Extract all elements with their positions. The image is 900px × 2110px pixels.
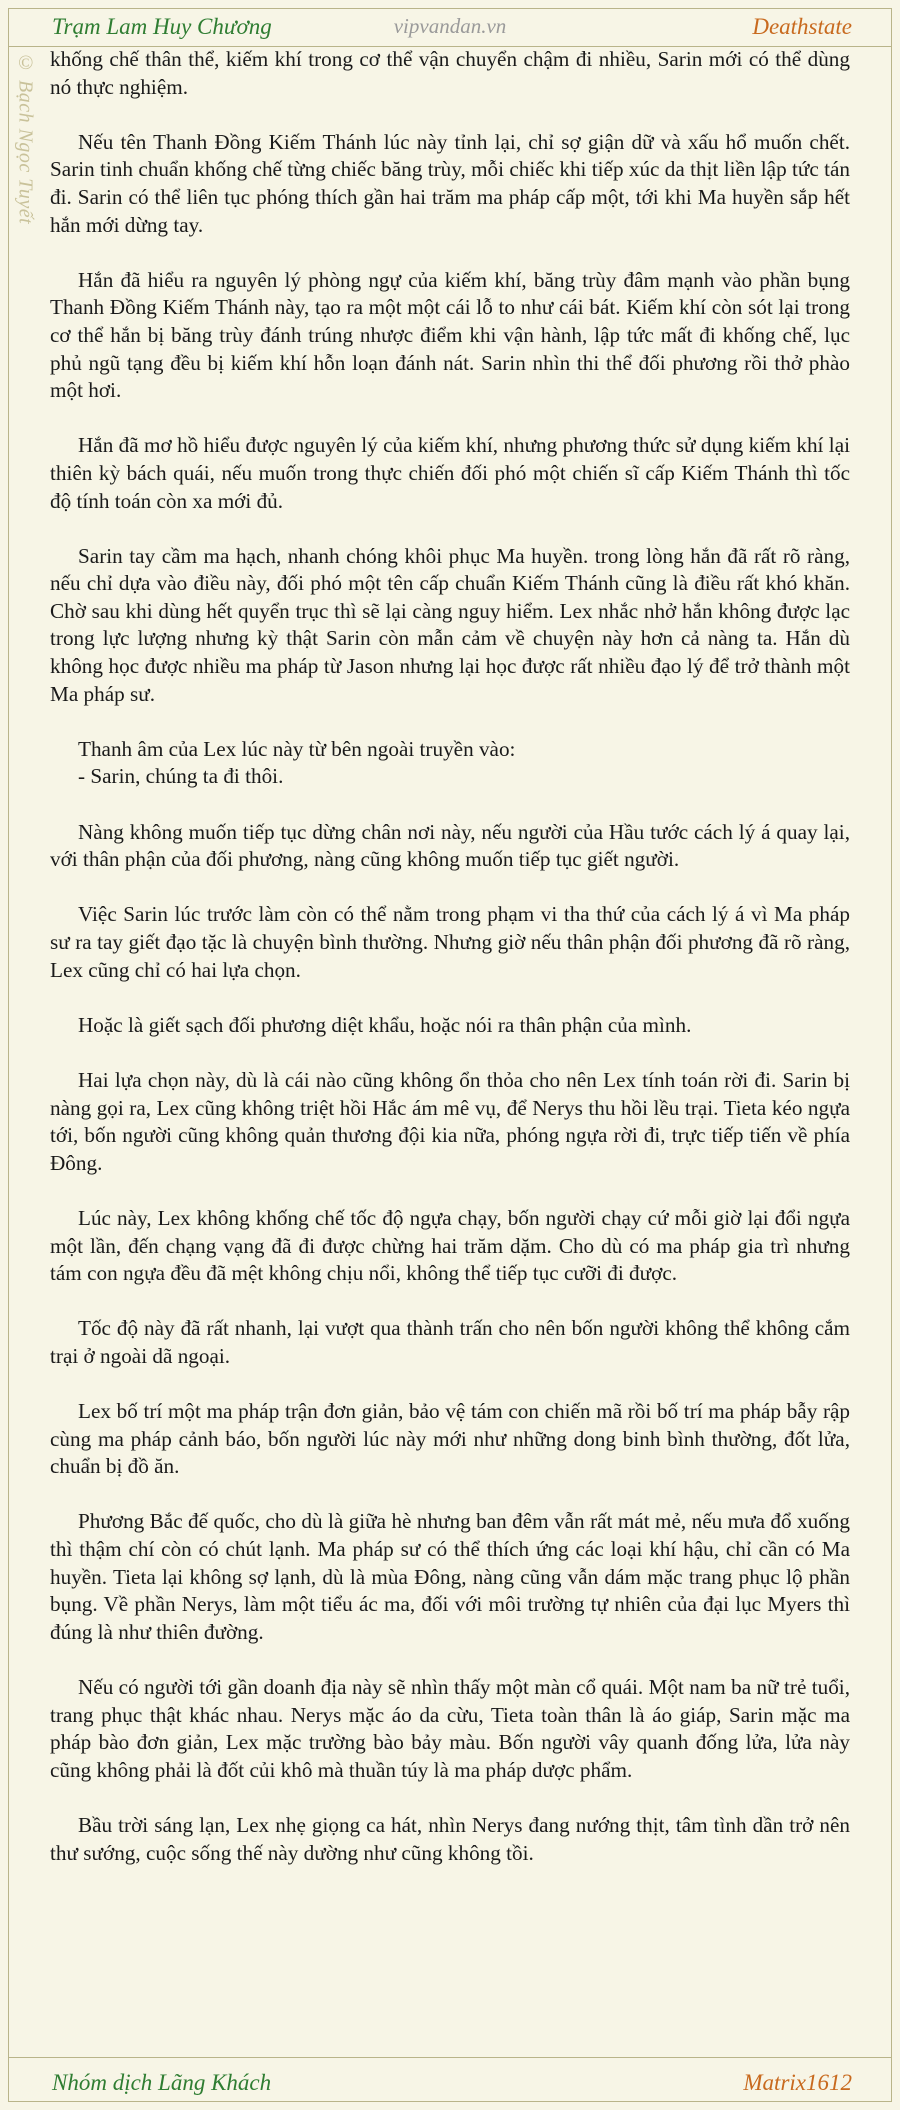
paragraph: Phương Bắc đế quốc, cho dù là giữa hè nhưng ban đêm vẫn rất mát mẻ, nếu mưa đổ xuống thì thậm chí còn có chút lạnh. Ma pháp sư có thể thích ứng các loại khí hậu, chỉ cần có Ma huyền. Tieta lại không sợ lạnh, dù là mùa Đông, nàng cũng vẫn dám mặc trang phục lộ phần bụng. Về phần Nerys, làm một tiểu ác ma, đối với môi trường tự nhiên của đại lục Myers thì đúng là như thiên đường. (50, 1509, 850, 1644)
paragraph: Bầu trời sáng lạn, Lex nhẹ giọng ca hát, nhìn Nerys đang nướng thịt, tâm tình dần trở nên thư sướng, cuộc sống thế này dường như cũng không tồi. (50, 1813, 850, 1865)
paragraph: Hắn đã hiểu ra nguyên lý phòng ngự của kiếm khí, băng trùy đâm mạnh vào phần bụng Thanh Đồng Kiếm Thánh này, tạo ra một một cái lỗ to như cái bát. Kiếm khí còn sót lại trong cơ thể hắn bị băng trùy đánh trúng nhược điểm khi vận hành, lập tức mất đi khống chế, lục phủ ngũ tạng đều bị kiếm khí hỗn loạn đánh nát. Sarin nhìn thi thể đối phương rồi thở phào một hơi. (50, 267, 850, 403)
header-website: vipvandan.vn (393, 14, 507, 38)
dialogue-block (50, 736, 850, 791)
paragraph: Tốc độ này đã rất nhanh, lại vượt qua thành trấn cho nên bốn người không thể không cắm trại ở ngoài dã ngoại. (50, 1316, 850, 1368)
dialogue-intro: Thanh âm của Lex lúc này từ bên ngoài truyền vào: (78, 736, 516, 761)
paragraph: Việc Sarin lúc trước làm còn có thể nằm trong phạm vi tha thứ của cách lý á vì Ma pháp sư ra tay giết đạo tặc là chuyện bình thường. Nhưng giờ nếu thân phận đối phương đã rõ ràng, Lex cũng chỉ có hai lựa chọn. (50, 902, 850, 982)
paragraph: Hắn đã mơ hồ hiểu được nguyên lý của kiếm khí, nhưng phương thức sử dụng kiếm khí lại thiên kỳ bách quái, nếu muốn trong thực chiến đối phó một chiến sĩ cấp Kiếm Thánh thì tốc độ tính toán còn xa mới đủ. (50, 433, 850, 513)
header-book-title: Deathstate (752, 14, 852, 39)
footer-translator: Nhóm dịch Lãng Khách (52, 2070, 272, 2095)
paragraph: Hai lựa chọn này, dù là cái nào cũng không ổn thỏa cho nên Lex tính toán rời đi. Sarin bị nàng gọi ra, Lex cũng không triệt hồi Hắc ám mê vụ, để Nerys thu hồi lều trại. Tieta kéo ngựa tới, bốn người cũng không quản thương đội kia nữa, phóng ngựa rời đi, trực tiếp tiến về phía Đông. (50, 1067, 850, 1175)
paragraph: Lex bố trí một ma pháp trận đơn giản, bảo vệ tám con chiến mã rồi bố trí ma pháp bẫy rập cùng ma pháp cảnh báo, bốn người lúc này mới như những dong binh bình thường, đốt lửa, chuẩn bị đồ ăn. (50, 1399, 850, 1479)
paragraph: Nếu có người tới gần doanh địa này sẽ nhìn thấy một màn cổ quái. Một nam ba nữ trẻ tuổi, trang phục thật khác nhau. Nerys mặc áo da cừu, Tieta toàn thân là áo giáp, Sarin mặc ma pháp bào đơn giản, Lex mặc trường bào bảy màu. Bốn người vây quanh đống lửa, lửa này cũng không phải là đốt củi khô mà thuần túy là ma pháp dược phẩm. (50, 1675, 850, 1782)
chapter-body (50, 46, 850, 1895)
watermark-text: © Bạch Ngọc Tuyết (14, 52, 37, 225)
footer-editor: Matrix1612 (743, 2070, 852, 2095)
page-footer (8, 2057, 892, 2102)
paragraph: khống chế thân thể, kiếm khí trong cơ thể vận chuyển chậm đi nhiều, Sarin mới có thể dùng nó thực nghiệm. (50, 47, 850, 99)
copyright-watermark (12, 52, 38, 262)
paragraph: Nếu tên Thanh Đồng Kiếm Thánh lúc này tỉnh lại, chỉ sợ giận dữ và xấu hổ muốn chết. Sarin tinh chuẩn khống chế từng chiếc băng trùy, mỗi chiếc khi tiếp xúc da thịt liền lập tức tán đi. Sarin có thể liên tục phóng thích gần hai trăm ma pháp cấp một, tới khi Ma huyền sắp hết hắn mới dừng tay. (50, 129, 850, 237)
paragraph: Hoặc là giết sạch đối phương diệt khẩu, hoặc nói ra thân phận của mình. (78, 1012, 692, 1037)
paragraph: Sarin tay cầm ma hạch, nhanh chóng khôi phục Ma huyền. trong lòng hắn đã rất rõ ràng, nếu chỉ dựa vào điều này, đối phó một tên cấp chuẩn Kiếm Thánh cũng là điều rất khó khăn. Chờ sau khi dùng hết quyển trục thì sẽ lại càng nguy hiểm. Lex nhắc nhở hắn không được lạc trong lực lượng nhưng kỳ thật Sarin còn mẫn cảm về chuyện này hơn cả nàng ta. Hắn dù không học được nhiều ma pháp từ Jason nhưng lại học được rất nhiều đạo lý để trở thành một Ma pháp sư. (50, 543, 850, 706)
dialogue-line: - Sarin, chúng ta đi thôi. (78, 764, 284, 789)
page-header (8, 8, 892, 47)
header-site-name: Trạm Lam Huy Chương (52, 14, 272, 39)
paragraph: Nàng không muốn tiếp tục dừng chân nơi này, nếu người của Hầu tước cách lý á quay lại, với thân phận của đối phương, nàng cũng không muốn tiếp tục giết người. (50, 819, 850, 872)
paragraph: Lúc này, Lex không khống chế tốc độ ngựa chạy, bốn người chạy cứ mỗi giờ lại đổi ngựa một lần, đến chạng vạng đã đi được chừng hai trăm dặm. Cho dù có ma pháp gia trì nhưng tám con ngựa đều đã mệt không chịu nổi, không thể tiếp tục cưỡi đi được. (50, 1205, 850, 1286)
